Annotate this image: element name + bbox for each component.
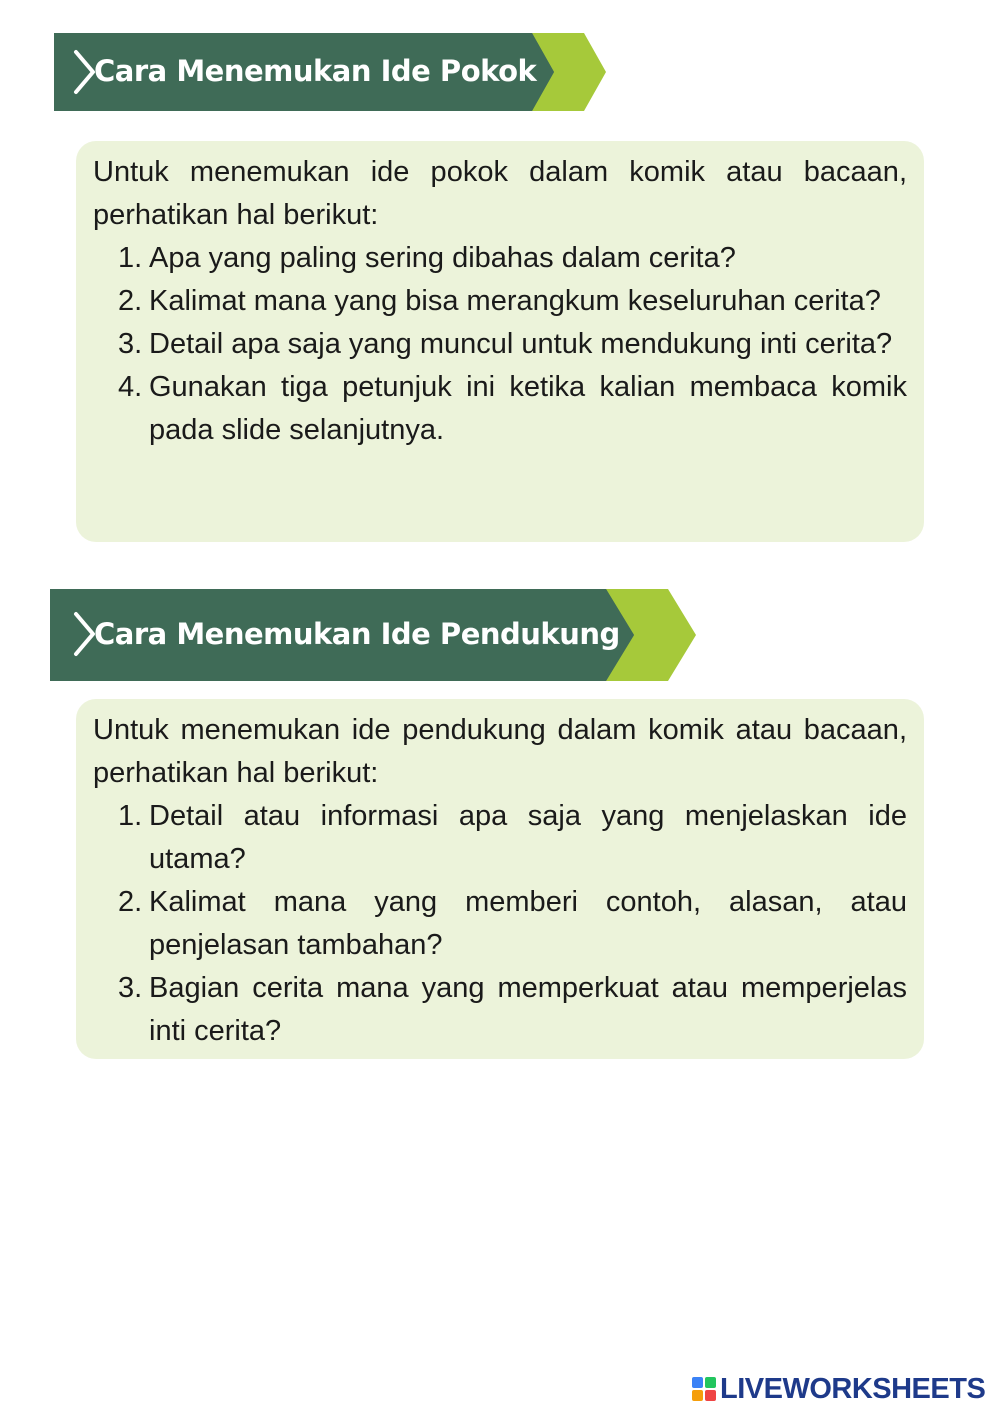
section-title: Cara Menemukan Ide Pendukung xyxy=(94,617,620,651)
liveworksheets-logo-icon xyxy=(692,1377,716,1401)
hint-list xyxy=(93,795,907,1053)
list-item xyxy=(93,323,907,366)
hint-list xyxy=(93,237,907,452)
list-number: 1. xyxy=(118,800,143,832)
list-item xyxy=(93,280,907,323)
list-number: 4. xyxy=(118,371,143,403)
content-box-ide-pendukung xyxy=(76,699,924,1059)
list-item xyxy=(93,967,907,1053)
list-item xyxy=(93,237,907,280)
section-title: Cara Menemukan Ide Pokok xyxy=(94,54,537,88)
list-item-text: Bagian cerita mana yang memperkuat atau memperjelas inti cerita? xyxy=(149,972,907,1047)
banner-arrow-icon xyxy=(532,33,606,111)
section-banner-ide-pendukung xyxy=(50,589,696,681)
list-item xyxy=(93,795,907,881)
list-number: 3. xyxy=(118,328,143,360)
list-item xyxy=(93,881,907,967)
intro-text: Untuk menemukan ide pokok dalam komik atau bacaan, perhatikan hal berikut: xyxy=(93,156,907,231)
list-item-text: Detail atau informasi apa saja yang menjelaskan ide utama? xyxy=(149,800,907,875)
list-number: 1. xyxy=(118,242,143,274)
list-item-text: Kalimat mana yang bisa merangkum keseluruhan cerita? xyxy=(149,285,881,317)
list-item-text: Kalimat mana yang memberi contoh, alasan, atau penjelasan tambahan? xyxy=(149,886,907,961)
list-item xyxy=(93,366,907,452)
list-item-text: Gunakan tiga petunjuk ini ketika kalian membaca komik pada slide selanjutnya. xyxy=(149,371,907,446)
content-box-ide-pokok xyxy=(76,141,924,542)
list-number: 2. xyxy=(118,886,143,918)
list-number: 2. xyxy=(118,285,143,317)
logo-text: LIVEWORKSHEETS xyxy=(720,1372,986,1405)
section-banner-ide-pokok xyxy=(54,33,606,111)
intro-text: Untuk menemukan ide pendukung dalam komik atau bacaan, perhatikan hal berikut: xyxy=(93,714,907,789)
liveworksheets-logo[interactable] xyxy=(692,1374,985,1404)
list-number: 3. xyxy=(118,972,143,1004)
list-item-text: Apa yang paling sering dibahas dalam cerita? xyxy=(149,242,736,274)
list-item-text: Detail apa saja yang muncul untuk mendukung inti cerita? xyxy=(149,328,893,360)
